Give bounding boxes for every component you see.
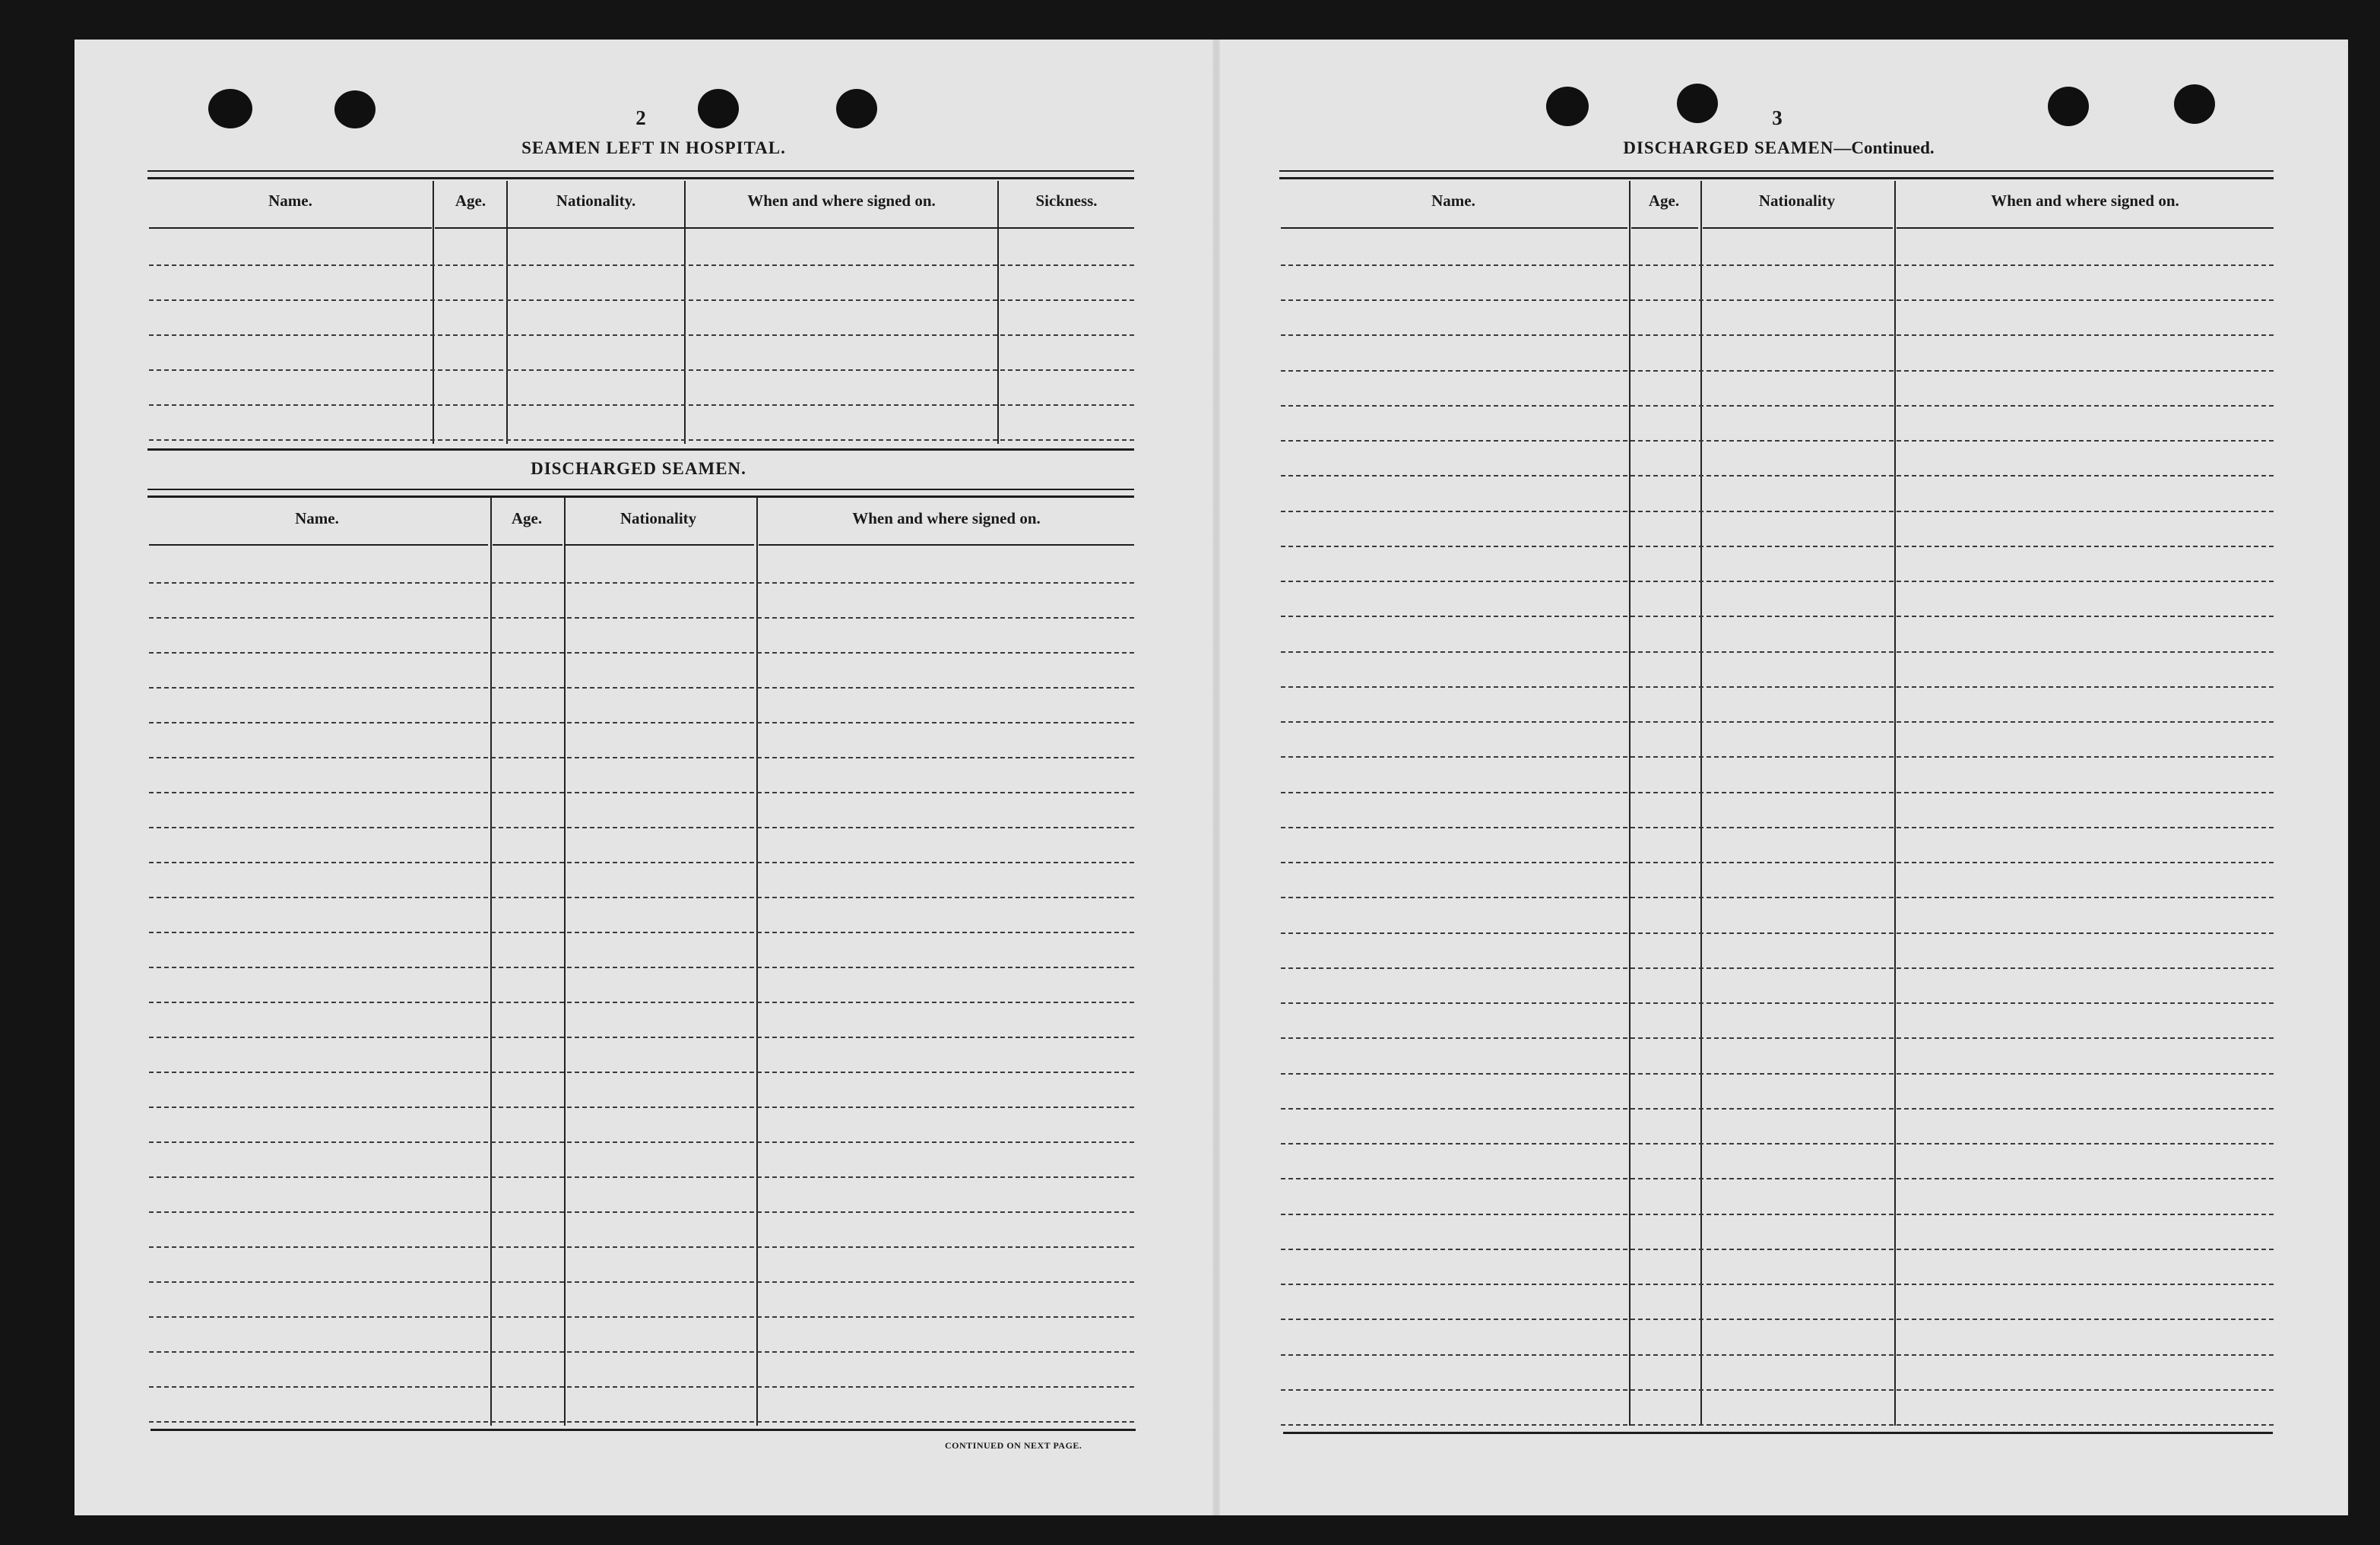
punch-hole — [334, 90, 376, 128]
header-rule — [149, 227, 432, 229]
table-row — [149, 827, 1134, 828]
header-rule — [1897, 227, 2274, 229]
column-header-age: Age. — [511, 509, 543, 527]
column-header-nationality: Nationality — [620, 509, 697, 527]
table-row — [1281, 1037, 2274, 1039]
rule — [147, 170, 1134, 179]
column-divider — [564, 497, 566, 1426]
table-row — [149, 582, 1134, 584]
table-row — [149, 862, 1134, 863]
column-header-name: Name. — [295, 509, 339, 527]
table-row — [149, 967, 1134, 968]
table-row — [1281, 1002, 2274, 1004]
table-row — [149, 369, 1134, 371]
rule — [147, 448, 1134, 451]
table-row — [1281, 440, 2274, 442]
table-row — [1281, 967, 2274, 969]
header-rule — [999, 227, 1134, 229]
table-row — [1281, 1249, 2274, 1250]
table-row — [1281, 405, 2274, 407]
table-row — [149, 792, 1134, 793]
punch-hole — [2174, 84, 2215, 124]
table-row — [1281, 827, 2274, 828]
column-header-age: Age. — [455, 192, 486, 210]
table-row — [149, 1386, 1134, 1388]
column-divider — [756, 497, 758, 1426]
header-rule — [566, 544, 754, 546]
table-row — [1281, 1389, 2274, 1391]
table-row — [1281, 546, 2274, 547]
column-divider — [1700, 181, 1702, 1426]
page-title — [1581, 138, 1976, 158]
rule — [1283, 1432, 2273, 1434]
table-row — [149, 334, 1134, 336]
page-number: 3 — [1772, 106, 1783, 129]
continued-note: CONTINUED ON NEXT PAGE. — [945, 1440, 1082, 1451]
rule — [1279, 170, 2274, 179]
table-row — [149, 932, 1134, 933]
table-row — [1281, 1214, 2274, 1215]
table-row — [149, 1351, 1134, 1353]
punch-hole — [836, 89, 877, 128]
table-row — [1281, 299, 2274, 301]
table-row — [149, 1002, 1134, 1003]
table-row — [149, 1316, 1134, 1318]
table-row — [1281, 1108, 2274, 1110]
table-row — [1281, 616, 2274, 617]
header-rule — [1703, 227, 1893, 229]
header-rule — [149, 544, 488, 546]
table-row — [1281, 721, 2274, 723]
table-row — [149, 404, 1134, 406]
table-row — [1281, 651, 2274, 653]
table-row — [1281, 511, 2274, 512]
table-row — [1281, 1354, 2274, 1356]
punch-hole — [698, 89, 739, 128]
column-header-nationality: Nationality. — [556, 192, 636, 210]
table-row — [1281, 264, 2274, 266]
table-row — [149, 264, 1134, 266]
table-row — [1281, 756, 2274, 758]
table-row — [149, 757, 1134, 758]
table-row — [1281, 1073, 2274, 1075]
title-main: DISCHARGED SEAMEN — [1623, 138, 1834, 157]
column-header-signed-on: When and where signed on. — [1991, 192, 2179, 210]
table-row — [149, 1107, 1134, 1108]
table-row — [149, 1176, 1134, 1178]
table-row — [149, 1246, 1134, 1248]
table-row — [149, 1211, 1134, 1213]
punch-hole — [1546, 87, 1589, 126]
page-number: 2 — [635, 106, 646, 129]
column-header-signed-on: When and where signed on. — [747, 192, 936, 210]
table-row — [1281, 862, 2274, 863]
table-row — [149, 1037, 1134, 1038]
rule — [151, 1429, 1136, 1431]
page-fold — [1212, 40, 1220, 1515]
table-row — [1281, 334, 2274, 336]
punch-hole — [1677, 84, 1718, 123]
table-row — [149, 897, 1134, 898]
column-divider — [490, 497, 492, 1426]
column-header-nationality: Nationality — [1758, 192, 1836, 210]
column-header-sickness: Sickness. — [1035, 192, 1098, 210]
table-row — [1281, 1284, 2274, 1285]
title-suffix: —Continued. — [1833, 138, 1935, 157]
table-row — [1281, 932, 2274, 934]
header-rule — [493, 544, 563, 546]
hospital-section-title: SEAMEN LEFT IN HOSPITAL. — [521, 138, 786, 157]
table-row — [1281, 897, 2274, 898]
rule — [147, 489, 1134, 498]
table-row — [149, 439, 1134, 441]
table-row — [1281, 370, 2274, 372]
table-row — [149, 1281, 1134, 1283]
punch-hole — [208, 89, 252, 128]
column-header-age: Age. — [1648, 192, 1680, 210]
header-rule — [686, 227, 997, 229]
table-row — [149, 1141, 1134, 1143]
column-divider — [1629, 181, 1631, 1426]
table-row — [149, 1072, 1134, 1073]
header-rule — [508, 227, 684, 229]
table-row — [1281, 475, 2274, 476]
table-row — [1281, 1319, 2274, 1320]
header-rule — [1631, 227, 1698, 229]
column-header-name: Name. — [1431, 192, 1475, 210]
table-row — [149, 299, 1134, 301]
form-sheet — [74, 40, 2348, 1515]
table-row — [149, 722, 1134, 723]
table-row — [1281, 1143, 2274, 1145]
table-row — [149, 687, 1134, 689]
punch-hole — [2048, 87, 2089, 126]
column-header-name: Name. — [268, 192, 312, 210]
column-divider — [1894, 181, 1896, 1426]
table-row — [1281, 792, 2274, 793]
table-row — [1281, 1178, 2274, 1179]
table-row — [1281, 581, 2274, 582]
header-rule — [1281, 227, 1627, 229]
table-row — [149, 652, 1134, 654]
table-row — [149, 1421, 1134, 1423]
table-row — [1281, 686, 2274, 688]
discharged-section-title: DISCHARGED SEAMEN. — [531, 459, 746, 478]
header-rule — [435, 227, 506, 229]
column-header-signed-on: When and where signed on. — [852, 509, 1041, 527]
header-rule — [759, 544, 1134, 546]
table-row — [1281, 1424, 2274, 1426]
table-row — [149, 617, 1134, 619]
